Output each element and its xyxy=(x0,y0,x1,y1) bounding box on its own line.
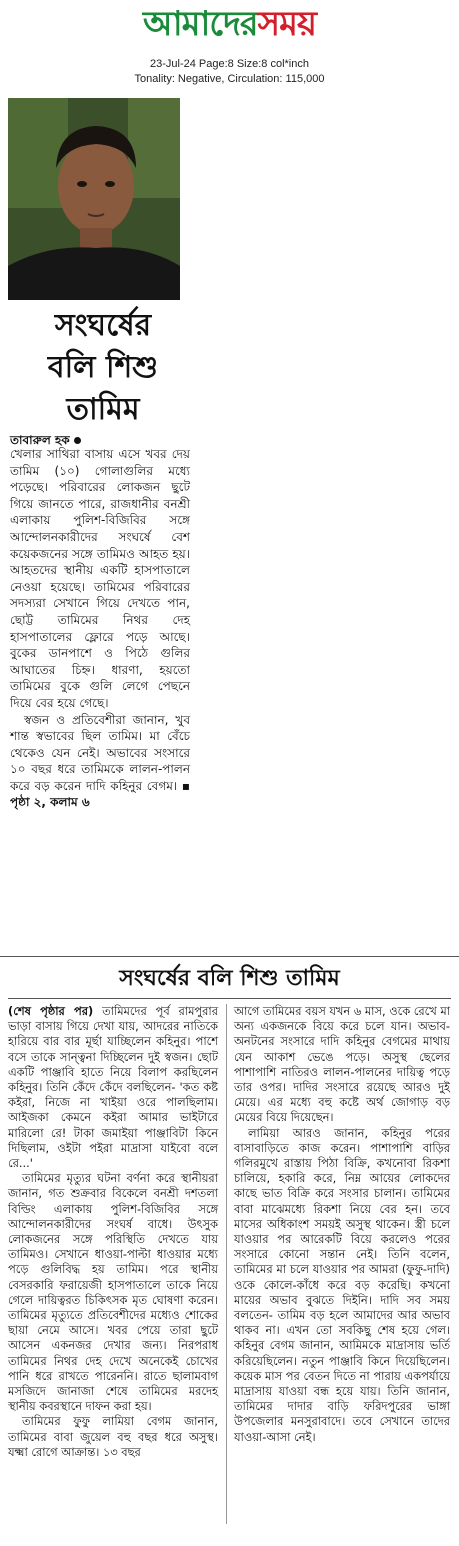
article-headline xyxy=(8,305,198,431)
paragraph: তামিমের ফুফু লামিয়া বেগম জানান, তামিমের বাবা জুয়েল বহু বছর ধরে অসুস্থ। যক্ষ্মা রোগে আক্রান্ত। ১৩ বছর xyxy=(8,1414,218,1459)
paragraph: খেলার সাথিরা বাসায় এসে খবর দেয় তামিম (১০) গোলাগুলির মধ্যে পড়েছে। পরিবারের লোকজন ছুটে গিয়ে জানতে পারে, রাজধানীর বনশ্রী এলাকায় পুলিশ-বিজিবির সঙ্গে আন্দোলনকারীদের সংঘর্ষে বেশ কয়েকজনের সঙ্গে তামিমও আহত হয়। আহতদের স্থানীয় একটি হাসপাতালে নেওয়া হয়েছে। তামিমের পরিবারের সদস্যরা সেখানে গিয়ে দেখতে পান, ছোট্ট তামিমের নিথর দেহ হাসপাতালের ফ্লোরে পড়ে আছে। বুকের ডানপাশে ও পিঠে গুলির আঘাতের চিহ্ন। ধারণা, হয়তো তামিমের বুকে গুলি লেগে পেছনে দিয়ে বের হয়ে গেছে। xyxy=(10,447,190,710)
masthead-logo xyxy=(0,2,459,46)
headline-line: বলি শিশু xyxy=(47,350,159,385)
article-photo xyxy=(8,98,180,300)
continued-headline: সংঘর্ষের বলি শিশু তামিম xyxy=(119,966,340,991)
masthead-part1: আমাদের xyxy=(143,4,258,44)
byline-author: তাবারুল হক xyxy=(10,433,70,447)
paragraph xyxy=(8,1004,218,1171)
clipping-meta-line1: 23-Jul-24 Page:8 Size:8 col*inch xyxy=(150,58,309,70)
paragraph-text: তামিমদের পূর্ব রামপুরার ভাড়া বাসায় গিয়ে দেখা যায়, আদরের নাতিকে হারিয়ে বার বার মূর্ছা যাচ্ছিলেন কহিনুর। পাশে বসে তাকে সান্ত্বনা দিচ্ছিলেন দুই স্বজন। ছোট একটি পাঞ্জাবি হাতে নিয়ে বিলাপ করছিলেন কহিনুর। তিনি কেঁদে কেঁদে বলছিলেন- 'কত কষ্ট কইরা, নিজে না খাইয়া ওরে পালছিলাম। আইজকা কেমনে কইরা আমার ভাইটারে মারিলো রে! টাকা জমাইয়া পাঞ্জাবিটা কিনে দিছিলাম, ওইটা পইরা মাদ্রাসা যাইবো বলে রে...' xyxy=(8,1004,219,1171)
jump-reference: ▪ পৃষ্ঠা ২, কলাম ৬ xyxy=(10,778,190,810)
column-separator xyxy=(226,1004,227,1524)
article-column-3 xyxy=(234,1004,450,1445)
paragraph: লামিয়া আরও জানান, কহিনুর পরের বাসাবাড়িতে কাজ করেন। পাশাপাশি বাড়ির গলিরমুখে রাস্তায় পিঠা বিক্রি, কখনোবা রিকশা চালিয়ে, হকারি করে, নিম্ন আয়ের লোকদের কাছে ভাত বিক্রি করে সংসার চালান। তামিমের বাবা মাঝেমধ্যে রিকশা নিয়ে বের হন। তবে মাসের অধিকাংশ সময়ই অসুস্থ থাকেন। স্ত্রী চলে যাওয়ার পর আরেকটি বিয়ে করলেও পরের সংসারে কোনো সন্তান নেই। তিনি বলেন, তামিমের মা চলে যাওয়ার পর আমরা (ফুফু-দাদি) ওকে কোলে-কাঁধে করে বড় করেছি। কখনো মায়ের অভাব বুঝতে দিইনি। দাদি সব সময় বলতেন- তামিম বড় হলে আমাদের আর অভাব থাকব না। এখন তো সবকিছু শেষ হয়ে গেল। কহিনুর বেগম জানান, আমিমকে মাদ্রাসায় ভর্তি করিয়েছিলেন। নতুন পাঞ্জাবি কিনে দিয়েছিলেন। কয়েক মাস পর বেতন দিতে না পারায় একপর্যায়ে মাদ্রাসায় যাওয়া বন্ধ হয়ে যায়। তিনি জানান, তামিমের দাদার বাড়ি ফরিদপুরের ভাঙ্গা উপজেলার মনসুরাবাদে। তবে সেখানে তাদের যাওয়া-আসা নেই। xyxy=(234,1125,450,1444)
section-divider xyxy=(0,956,459,957)
jump-text: পৃষ্ঠা ২, কলাম ৬ xyxy=(10,795,90,810)
paragraph: আগে তামিমের বয়স যখন ৬ মাস, ওকে রেখে মা অন্য একজনকে বিয়ে করে চলে যান। অভাব-অনটনের সংসারে দাদি কহিনুর বেগমের মাথায় যেন আকাশ ভেঙে পড়ে। অসুস্থ ছেলের পাশাপাশি নাতিরও লালন-পালনের দায়িত্ব পড়ে তার ওপর। দাদির সংসারে রয়েছে আরও দুই মেয়ে। এর মধ্যে বহু কষ্টে অর্থ জোগাড় বড় মেয়ের বিয়ে দিয়েছেন। xyxy=(234,1004,450,1125)
paragraph-text: স্বজন ও প্রতিবেশীরা জানান, খুব শান্ত স্বভাবের ছিল তামিম। মা বেঁচে থেকেও যেন নেই। অভাবের সংসারে ১০ বছর ধরে তামিমকে লালন-পালন করে বড় করেন দাদি কহিনুর বেগম। xyxy=(10,712,190,793)
headline-underline xyxy=(8,998,451,999)
bullet-icon xyxy=(74,437,81,444)
continued-label: (শেষ পৃষ্ঠার পর) xyxy=(8,1004,94,1018)
headline-line: তামিম xyxy=(66,392,140,427)
article-column-1 xyxy=(10,446,190,811)
article-column-2 xyxy=(8,1004,218,1460)
headline-line: সংঘর্ষের xyxy=(54,308,152,343)
paragraph: তামিমের মৃত্যুর ঘটনা বর্ণনা করে স্থানীয়রা জানান, গত শুক্রবার বিকেলে বনশ্রী দশতলা বিল্ডিং এলাকায় পুলিশ-বিজিবির সঙ্গে আন্দোলনকারীদের সংঘর্ষ বাধে। উৎসুক লোকজনের সঙ্গে পরিস্থিতি দেখতে যায় তামিমও। সেখানে ধাওয়া-পাল্টা ধাওয়ার মধ্যে পড়ে গুলিবিদ্ধ হয় তামিম। পরে স্থানীয় বেসরকারি ফরায়েজী হাসপাতালে তাকে নিয়ে গেলে দায়িত্বরত চিকিৎসক মৃত ঘোষণা করেন। তামিমের মৃত্যুতে প্রতিবেশীদের মধ্যেও শোকের ছায়া নেমে আসে। খবর পেয়ে তারা ছুটে আসেন একনজর দেখার জন্য। নিরপরাধ তামিমের নিথর দেহ দেখে অনেকেই চোখের পানি ধরে রাখতে পারেননি। রাতে ছালামবাগ মসজিদে জানাজা শেষে তামিমের মরদেহ স্থানীয় কবরস্থানে দাফন করা হয়। xyxy=(8,1171,218,1414)
masthead-part2: সময় xyxy=(257,4,316,44)
paragraph xyxy=(10,712,190,812)
clipping-meta-line2: Tonality: Negative, Circulation: 115,000 xyxy=(134,73,325,85)
